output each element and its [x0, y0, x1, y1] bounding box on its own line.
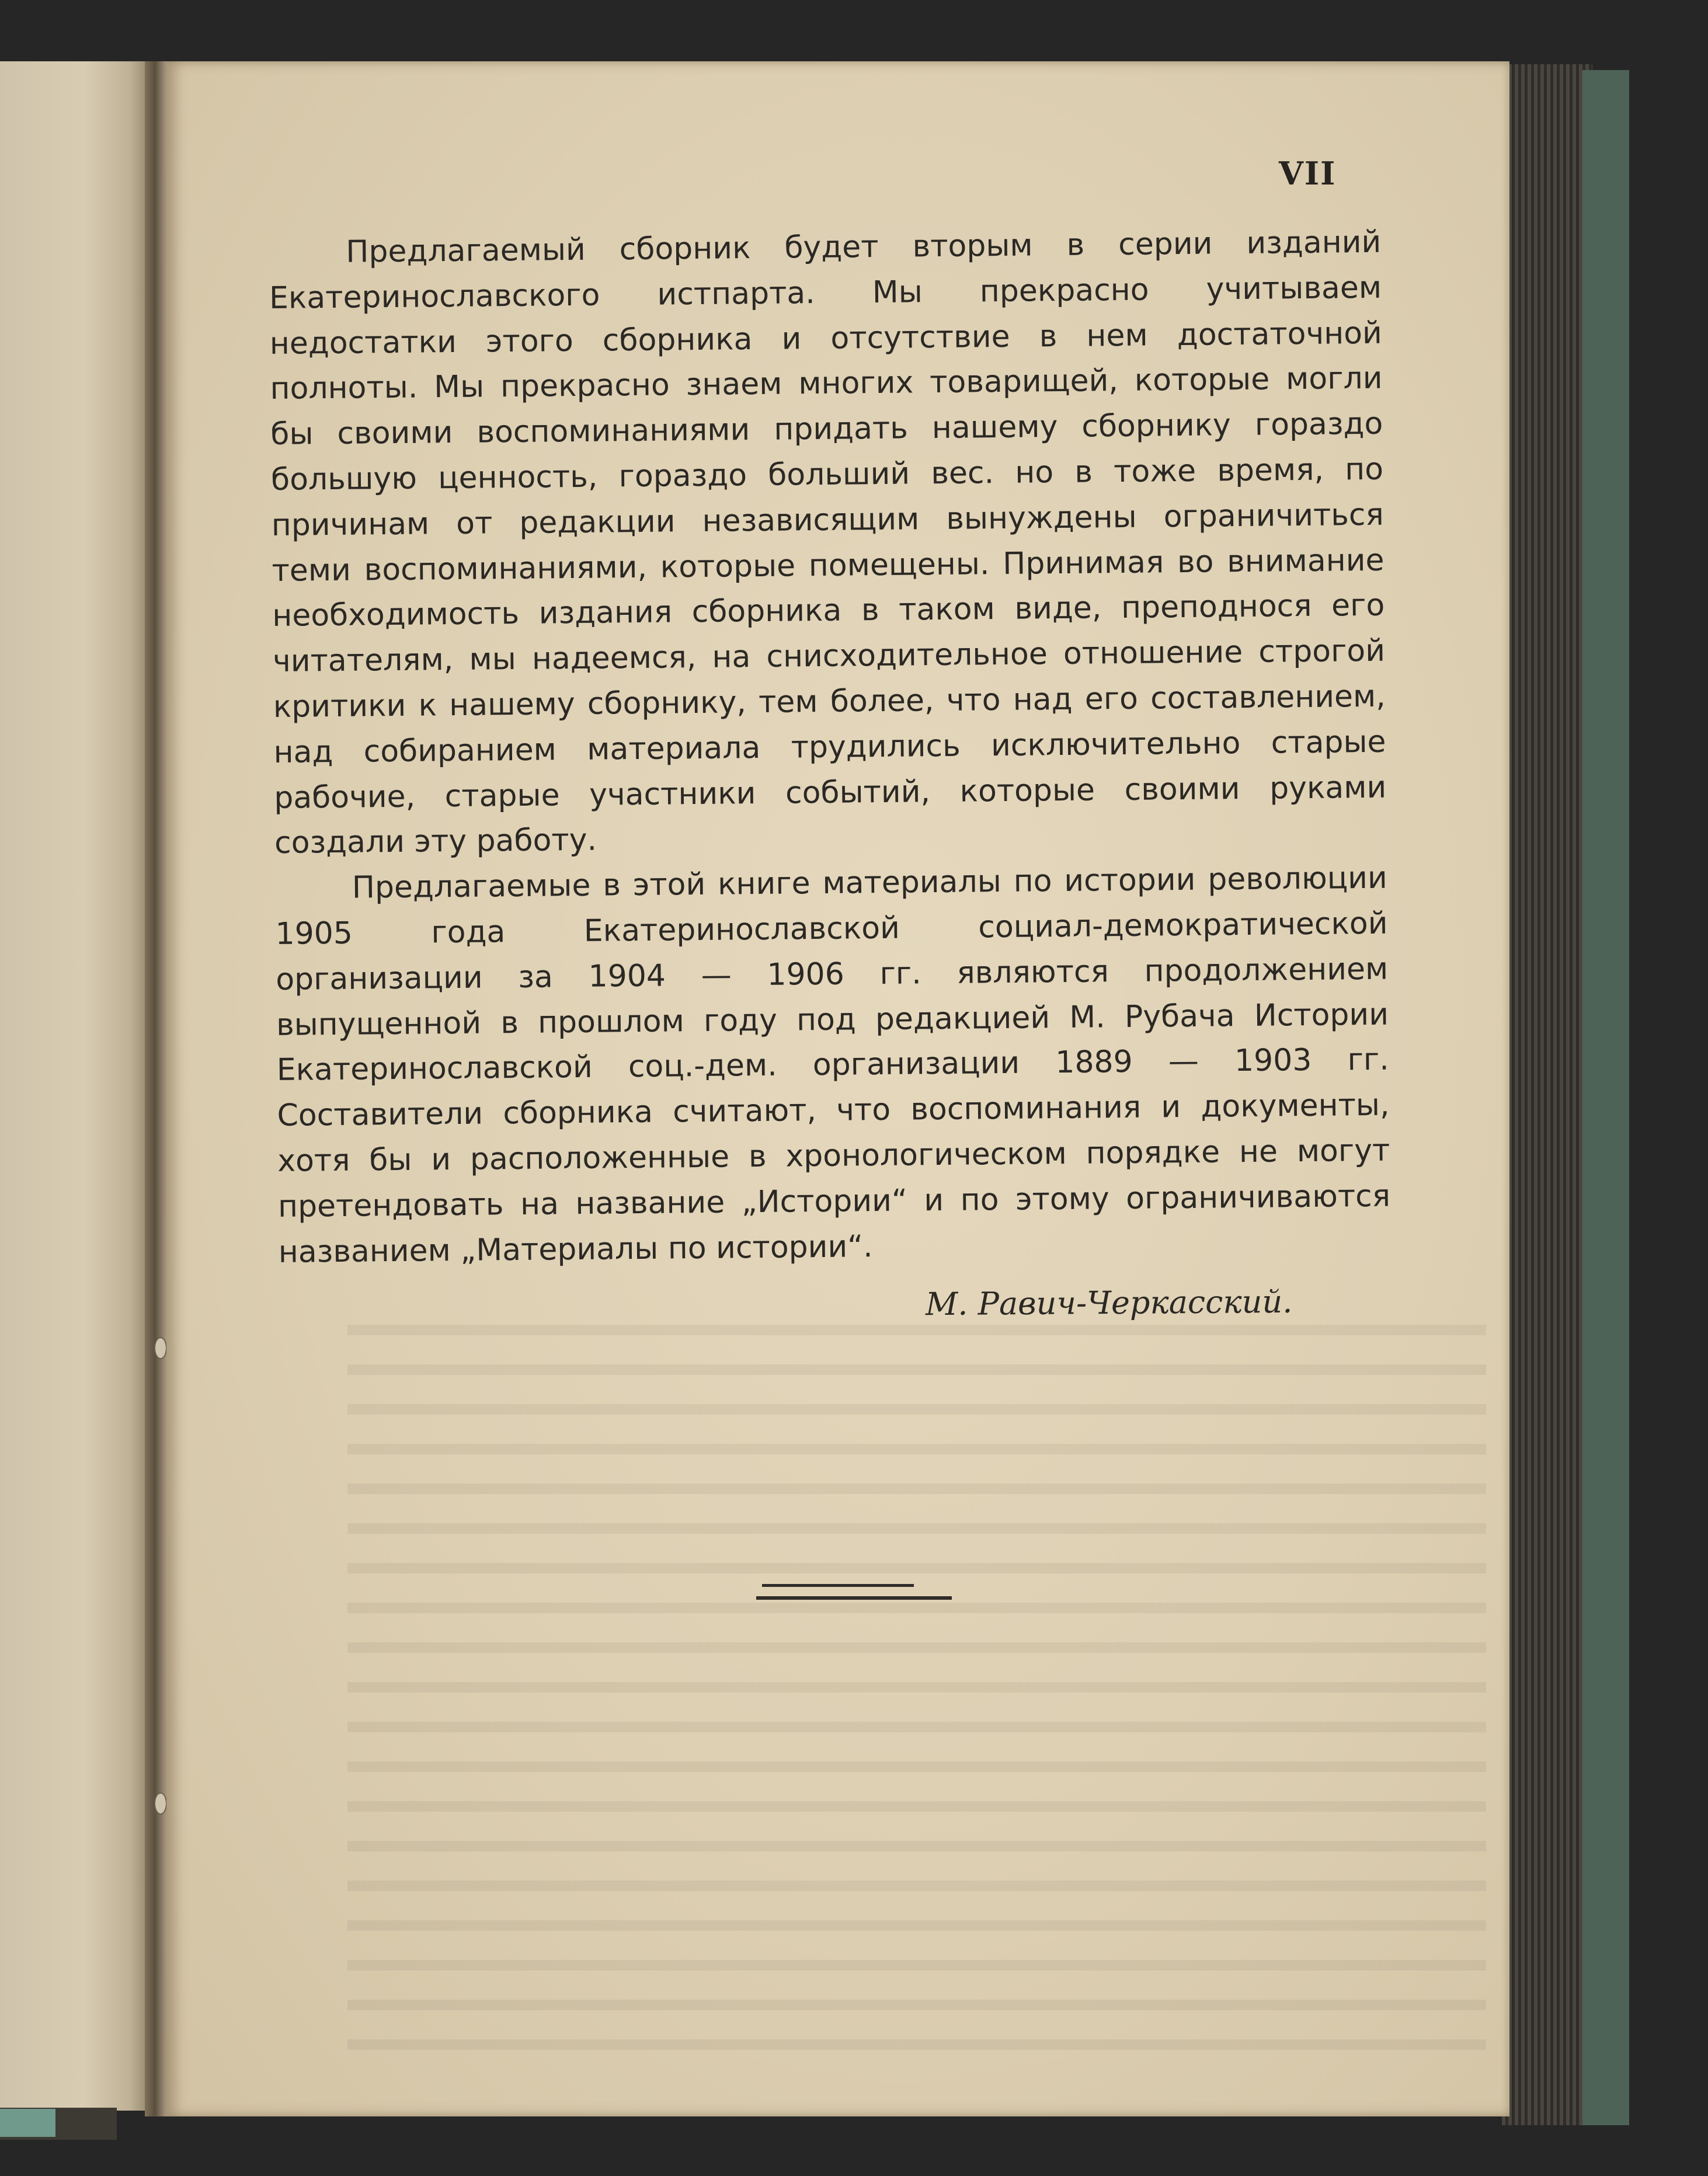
paragraph-indent	[269, 262, 346, 263]
left-page-edge	[0, 61, 153, 2111]
paragraph-indent	[275, 898, 352, 899]
binding-stitch	[154, 1792, 167, 1815]
paragraph-1-text: Предлагаемый сборник будет вторым в серии изданий Екатеринославского истпарта. Мы прекрасно учитываем недостатки этого сборника и отсутствие в нем достаточной полноты. Мы прекрасно знаем многих товарищей, которые могли бы своими воспоминаниями придать нашему сборнику гораздо большую ценность, гораздо больший вес. но в тоже время, по причинам от редакции независящим вынуждены ограничиться теми воспоминаниями, которые помещены. Принимая во внимание необходимость издания сборника в таком виде, преподнося его читателям, мы надеемся, на снисходительное отношение строгой критики к нашему сборнику, тем более, что над его составлением, над собиранием материала трудились исключительно старые рабочие, старые участники событий, которые своими руками создали эту работу.	[269, 224, 1387, 861]
divider-rule-short	[762, 1584, 914, 1587]
divider-rule-long	[756, 1596, 952, 1600]
book-page	[166, 61, 1509, 2116]
author-signature: М. Равич-Черкасский.	[925, 1283, 1293, 1323]
book-cover-right	[1582, 70, 1629, 2125]
paragraph-1	[269, 220, 1387, 866]
cover-strip-left	[0, 2109, 55, 2137]
binding-stitch	[154, 1337, 167, 1359]
body-text	[269, 220, 1391, 1276]
page-stack-edge	[1502, 64, 1592, 2125]
paragraph-2	[274, 856, 1391, 1275]
show-through-text	[347, 1305, 1486, 2064]
paragraph-2-text: Предлагаемые в этой книге материалы по истории революции 1905 года Екатеринославской социал-демократической организации за 1904 — 1906 гг. являются продолжением выпущенной в прошлом году под редакцией М. Рубача Истории Екатеринославской соц.-дем. организации 1889 — 1903 гг. Составители сборника считают, что воспоминания и документы, хотя бы и расположенные в хронологическом порядке не могут претендовать на название „Истории“ и по этому ограничиваются названием „Материалы по истории“.	[275, 860, 1391, 1270]
page-number: VII	[1279, 155, 1337, 192]
